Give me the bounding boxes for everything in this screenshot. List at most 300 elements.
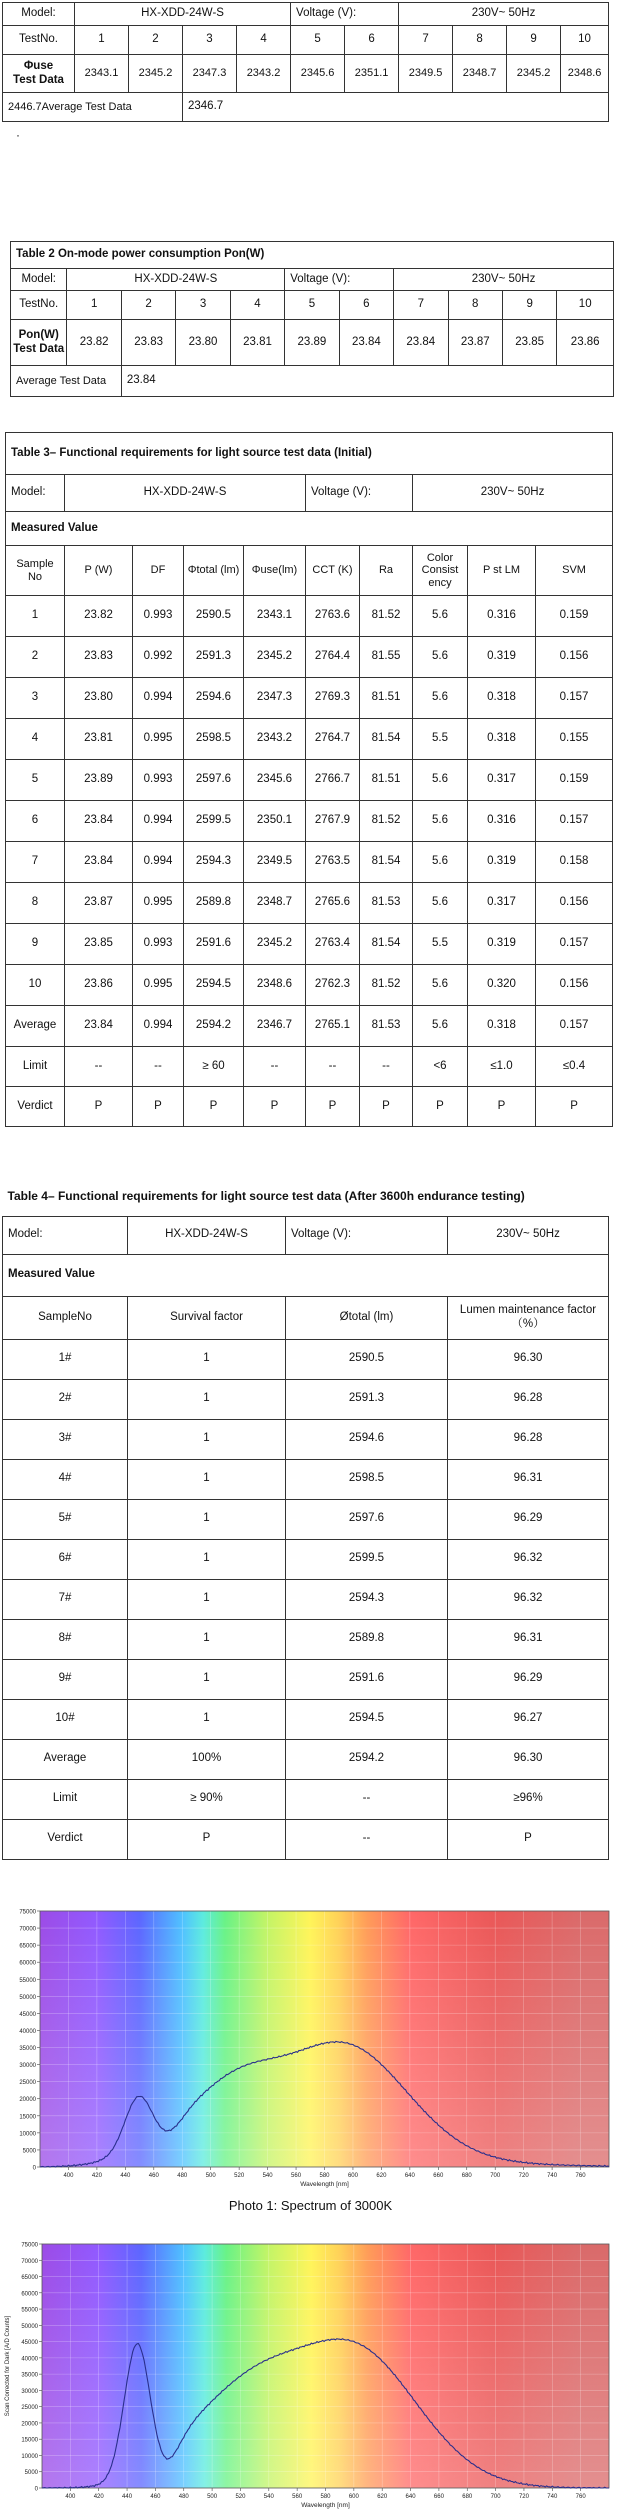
- t4-table-row: [3, 1379, 609, 1419]
- x-tick-label: 440: [122, 2494, 133, 2500]
- t4-cell: 2594.2: [286, 1739, 448, 1779]
- t3-cell: 0.995: [133, 719, 184, 760]
- table4: [2, 1178, 609, 1860]
- t2-value-cell: 23.87: [448, 320, 502, 366]
- t3-table-row: [6, 965, 613, 1006]
- t3-cell: 0.994: [133, 678, 184, 719]
- t2-value-cell: 23.84: [394, 320, 448, 366]
- t3-table-row: [6, 1047, 613, 1087]
- t4-header-cell: Survival factor: [128, 1296, 286, 1339]
- x-tick-label: 600: [348, 2494, 359, 2500]
- t1-value-cell: 2343.2: [237, 55, 291, 93]
- t1-phi-label: [3, 55, 75, 93]
- t4-cell: 1: [128, 1339, 286, 1379]
- t3-measured-label: Measured Value: [6, 512, 613, 546]
- y-tick-label: 50000: [19, 1994, 36, 2001]
- t3-cell: 5.6: [413, 760, 468, 801]
- t3-cell: 0.316: [468, 801, 536, 842]
- t1-testno-label: TestNo.: [3, 26, 75, 55]
- t3-cell: 2: [6, 637, 65, 678]
- t3-cell: 23.84: [65, 1006, 133, 1047]
- x-tick-label: 480: [178, 2494, 189, 2500]
- t3-cell: 0.993: [133, 596, 184, 637]
- t3-table-row: [6, 719, 613, 760]
- y-tick-label: 0: [32, 2165, 36, 2172]
- t4-cell: 2591.6: [286, 1659, 448, 1699]
- spectrum-chart-1: [0, 1907, 621, 2189]
- y-tick-label: 35000: [21, 2372, 38, 2379]
- t4-cell: 96.32: [448, 1579, 609, 1619]
- t4-cell: 96.29: [448, 1499, 609, 1539]
- t1-testno-cell: 2: [129, 26, 183, 55]
- x-tick-label: 680: [462, 2494, 473, 2500]
- y-tick-label: 50000: [21, 2323, 38, 2330]
- t3-cell: 0.995: [133, 883, 184, 924]
- t1-value-cell: 2343.1: [75, 55, 129, 93]
- t4-cell: Limit: [3, 1779, 128, 1819]
- t3-cell: 2591.6: [184, 924, 244, 965]
- t3-cell: 2597.6: [184, 760, 244, 801]
- x-tick-label: 740: [547, 2173, 558, 2179]
- t4-table-row: [3, 1499, 609, 1539]
- t4-cell: 1: [128, 1579, 286, 1619]
- y-tick-label: 25000: [21, 2405, 38, 2412]
- t4-cell: 8#: [3, 1619, 128, 1659]
- t3-cell: 23.80: [65, 678, 133, 719]
- y-tick-label: 5000: [24, 2470, 38, 2477]
- x-tick-label: 500: [205, 2173, 216, 2179]
- t3-table-row: [6, 842, 613, 883]
- t2-testno-label: TestNo.: [11, 291, 67, 320]
- t3-cell: 2348.6: [244, 965, 306, 1006]
- y-tick-label: 10000: [19, 2131, 36, 2138]
- t3-cell: 0.992: [133, 637, 184, 678]
- t3-voltage-value: 230V~ 50Hz: [413, 475, 613, 512]
- t3-cell: 23.85: [65, 924, 133, 965]
- t3-cell: 23.81: [65, 719, 133, 760]
- t3-cell: 2599.5: [184, 801, 244, 842]
- t1-phi-label-1: Φuse: [23, 60, 54, 73]
- x-tick-label: 420: [91, 2173, 102, 2179]
- t2-voltage-label: Voltage (V):: [285, 269, 394, 291]
- t3-cell: 2345.6: [244, 760, 306, 801]
- t3-header-cell: CCT (K): [306, 546, 360, 596]
- t1-value-cell: 2345.2: [507, 55, 561, 93]
- t3-cell: 0.318: [468, 678, 536, 719]
- x-tick-label: 740: [547, 2494, 558, 2500]
- t3-cell: 0.157: [536, 678, 613, 719]
- y-tick-label: 45000: [19, 2011, 36, 2018]
- y-tick-label: 35000: [19, 2046, 36, 2053]
- t1-avg-label: 2446.7Average Test Data: [3, 93, 183, 122]
- t4-table-row: [3, 1779, 609, 1819]
- t4-cell: 2594.5: [286, 1699, 448, 1739]
- t1-voltage-value: 230V~ 50Hz: [399, 3, 609, 26]
- table1-section: [0, 0, 621, 150]
- t4-cell: 4#: [3, 1459, 128, 1499]
- y-tick-label: 15000: [21, 2437, 38, 2444]
- x-tick-label: 700: [490, 2173, 501, 2179]
- t4-cell: 1: [128, 1419, 286, 1459]
- t3-table-row: [6, 801, 613, 842]
- spectrum-chart-2: [0, 2240, 621, 2510]
- t3-header-cell: SVM: [536, 546, 613, 596]
- t4-cell: P: [448, 1819, 609, 1859]
- t2-value-cell: 23.81: [230, 320, 284, 366]
- y-tick-label: 70000: [21, 2258, 38, 2265]
- t4-cell: 96.31: [448, 1459, 609, 1499]
- t3-cell: --: [133, 1047, 184, 1087]
- t1-avg-value: 2346.7: [183, 93, 609, 122]
- t3-cell: Limit: [6, 1047, 65, 1087]
- t1-value-cell: 2345.2: [129, 55, 183, 93]
- t3-cell: 9: [6, 924, 65, 965]
- t3-cell: 2345.2: [244, 924, 306, 965]
- t2-testno-cell: 2: [121, 291, 175, 320]
- t2-testno-cell: 9: [502, 291, 556, 320]
- t3-cell: 3: [6, 678, 65, 719]
- x-tick-label: 400: [65, 2494, 76, 2500]
- t2-value-cell: 23.80: [176, 320, 230, 366]
- t4-model-label: Model:: [3, 1216, 128, 1254]
- t4-cell: 2590.5: [286, 1339, 448, 1379]
- y-tick-label: 0: [34, 2486, 38, 2493]
- t2-caption: Table 2 On-mode power consumption Pon(W): [11, 242, 614, 269]
- t1-testno-cell: 10: [561, 26, 609, 55]
- t3-cell: 2765.1: [306, 1006, 360, 1047]
- t4-voltage-value: 230V~ 50Hz: [448, 1216, 609, 1254]
- t2-value-cell: 23.85: [502, 320, 556, 366]
- x-tick-label: 620: [376, 2173, 387, 2179]
- t4-cell: 9#: [3, 1659, 128, 1699]
- t4-cell: --: [286, 1819, 448, 1859]
- spectrum-chart-2-svg: [0, 2240, 621, 2510]
- t4-header-cell: Lumen maintenance factor （%）: [448, 1296, 609, 1339]
- t2-avg-value: 23.84: [121, 366, 613, 397]
- t3-cell: 81.51: [360, 760, 413, 801]
- t4-cell: 2598.5: [286, 1459, 448, 1499]
- t4-cell: 1: [128, 1659, 286, 1699]
- x-tick-label: 760: [575, 2173, 586, 2179]
- t1-voltage-label: Voltage (V):: [291, 3, 399, 26]
- y-tick-label: 25000: [19, 2080, 36, 2087]
- t3-header-cell: Ra: [360, 546, 413, 596]
- t3-table-row: [6, 596, 613, 637]
- t3-voltage-label: Voltage (V):: [306, 475, 413, 512]
- t1-model-label: Model:: [3, 3, 75, 26]
- t3-cell: 81.54: [360, 842, 413, 883]
- t3-header-cell: P (W): [65, 546, 133, 596]
- t3-cell: 81.54: [360, 719, 413, 760]
- t2-testno-cell: 7: [394, 291, 448, 320]
- t4-cell: 1: [128, 1459, 286, 1499]
- table2: [10, 241, 614, 397]
- t3-cell: 81.51: [360, 678, 413, 719]
- t3-table-row: [6, 1006, 613, 1047]
- t3-cell: 0.993: [133, 760, 184, 801]
- x-tick-label: 560: [291, 2173, 302, 2179]
- x-tick-label: 640: [404, 2173, 415, 2179]
- x-tick-label: 540: [263, 2494, 274, 2500]
- y-tick-label: 65000: [19, 1943, 36, 1950]
- t1-testno-cell: 9: [507, 26, 561, 55]
- x-tick-label: 420: [93, 2494, 104, 2500]
- t3-cell: 8: [6, 883, 65, 924]
- t4-cell: 96.32: [448, 1539, 609, 1579]
- t3-cell: 0.156: [536, 965, 613, 1006]
- table1: [2, 2, 609, 122]
- t4-cell: 96.30: [448, 1339, 609, 1379]
- photo1-caption: Photo 1: Spectrum of 3000K: [228, 2198, 393, 2213]
- t1-value-cell: 2348.7: [453, 55, 507, 93]
- x-tick-label: 500: [207, 2494, 218, 2500]
- t3-cell: 0.320: [468, 965, 536, 1006]
- t3-cell: 2765.6: [306, 883, 360, 924]
- t3-cell: P: [133, 1087, 184, 1127]
- y-tick-label: 75000: [21, 2242, 38, 2249]
- t4-table-row: [3, 1659, 609, 1699]
- t4-cell: 96.27: [448, 1699, 609, 1739]
- t4-table-row: [3, 1699, 609, 1739]
- t3-cell: 4: [6, 719, 65, 760]
- table3-section: [0, 432, 621, 1177]
- t4-cell: --: [286, 1779, 448, 1819]
- x-tick-label: 720: [518, 2173, 529, 2179]
- x-tick-label: 520: [235, 2494, 246, 2500]
- table2-section: [0, 241, 621, 421]
- x-axis-label: Wavelength [nm]: [300, 2181, 349, 2188]
- t3-cell: 2763.5: [306, 842, 360, 883]
- t3-cell: 0.318: [468, 719, 536, 760]
- t3-cell: 0.156: [536, 883, 613, 924]
- y-tick-label: 55000: [21, 2307, 38, 2314]
- t1-testno-cell: 3: [183, 26, 237, 55]
- t4-cell: 1#: [3, 1339, 128, 1379]
- t3-cell: 5.6: [413, 678, 468, 719]
- t3-cell: 23.84: [65, 842, 133, 883]
- x-tick-label: 660: [433, 2494, 444, 2500]
- t4-cell: 1: [128, 1379, 286, 1419]
- t3-cell: 2764.7: [306, 719, 360, 760]
- t4-cell: Verdict: [3, 1819, 128, 1859]
- t4-cell: 2591.3: [286, 1379, 448, 1419]
- y-tick-label: 30000: [21, 2388, 38, 2395]
- t3-table-row: [6, 1087, 613, 1127]
- t2-pon-label: Pon(W) Test Data: [11, 320, 67, 366]
- t3-cell: 81.54: [360, 924, 413, 965]
- x-axis-label: Wavelength [nm]: [301, 2502, 350, 2509]
- t3-cell: <6: [413, 1047, 468, 1087]
- x-tick-label: 660: [433, 2173, 444, 2179]
- t4-cell: 100%: [128, 1739, 286, 1779]
- y-tick-label: 55000: [19, 1977, 36, 1984]
- t3-cell: 81.53: [360, 883, 413, 924]
- t4-table-row: [3, 1619, 609, 1659]
- t4-cell: 2#: [3, 1379, 128, 1419]
- x-tick-label: 520: [234, 2173, 245, 2179]
- t3-cell: --: [360, 1047, 413, 1087]
- t3-cell: 2590.5: [184, 596, 244, 637]
- t4-model-value: HX-XDD-24W-S: [128, 1216, 286, 1254]
- t3-cell: 81.53: [360, 1006, 413, 1047]
- y-tick-label: 20000: [19, 2097, 36, 2104]
- t3-header-cell: Φuse(lm): [244, 546, 306, 596]
- t3-cell: --: [65, 1047, 133, 1087]
- x-tick-label: 680: [461, 2173, 472, 2179]
- t3-cell: 23.87: [65, 883, 133, 924]
- t3-cell: 5.6: [413, 1006, 468, 1047]
- t3-cell: 0.994: [133, 801, 184, 842]
- t2-value-cell: 23.86: [557, 320, 614, 366]
- t3-cell: --: [306, 1047, 360, 1087]
- t4-cell: 2589.8: [286, 1619, 448, 1659]
- t1-stray-mark: ·: [16, 128, 20, 142]
- t3-cell: 0.159: [536, 760, 613, 801]
- t4-cell: ≥96%: [448, 1779, 609, 1819]
- t1-testno-cell: 7: [399, 26, 453, 55]
- t3-cell: 0.319: [468, 924, 536, 965]
- t3-cell: P: [184, 1087, 244, 1127]
- x-tick-label: 480: [177, 2173, 188, 2179]
- t3-cell: 2348.7: [244, 883, 306, 924]
- t3-cell: P: [468, 1087, 536, 1127]
- t2-testno-cell: 3: [176, 291, 230, 320]
- t3-cell: 5.6: [413, 883, 468, 924]
- t3-cell: 2762.3: [306, 965, 360, 1006]
- t4-cell: 10#: [3, 1699, 128, 1739]
- t3-cell: 81.55: [360, 637, 413, 678]
- x-tick-label: 400: [63, 2173, 74, 2179]
- t2-value-cell: 23.89: [285, 320, 339, 366]
- t3-cell: P: [360, 1087, 413, 1127]
- t2-testno-cell: 4: [230, 291, 284, 320]
- t3-cell: 23.83: [65, 637, 133, 678]
- t3-cell: 5: [6, 760, 65, 801]
- t3-cell: 0.316: [468, 596, 536, 637]
- x-tick-label: 540: [262, 2173, 273, 2179]
- x-tick-label: 600: [347, 2173, 358, 2179]
- t3-cell: 0.159: [536, 596, 613, 637]
- t4-voltage-label: Voltage (V):: [286, 1216, 448, 1254]
- t2-testno-cell: 1: [67, 291, 121, 320]
- t3-cell: ≥ 60: [184, 1047, 244, 1087]
- t3-cell: 5.6: [413, 637, 468, 678]
- t4-cell: 1: [128, 1619, 286, 1659]
- t3-cell: 2343.1: [244, 596, 306, 637]
- x-tick-label: 700: [490, 2494, 501, 2500]
- y-tick-label: 20000: [21, 2421, 38, 2428]
- t4-caption: Table 4– Functional requirements for light source test data (After 3600h endurance testing): [7, 1188, 525, 1203]
- t3-cell: 5.6: [413, 965, 468, 1006]
- t3-cell: 0.318: [468, 1006, 536, 1047]
- t4-cell: 96.28: [448, 1419, 609, 1459]
- t2-avg-label: Average Test Data: [11, 366, 122, 397]
- t3-header-cell: Φtotal (lm): [184, 546, 244, 596]
- t2-testno-cell: 10: [557, 291, 614, 320]
- t3-cell: 2769.3: [306, 678, 360, 719]
- t4-cell: 96.31: [448, 1619, 609, 1659]
- t3-cell: 0.158: [536, 842, 613, 883]
- t3-cell: 2350.1: [244, 801, 306, 842]
- t3-cell: 0.157: [536, 801, 613, 842]
- t4-cell: 2594.3: [286, 1579, 448, 1619]
- t3-cell: P: [244, 1087, 306, 1127]
- t3-cell: 2343.2: [244, 719, 306, 760]
- t3-cell: 2345.2: [244, 637, 306, 678]
- y-tick-label: 65000: [21, 2275, 38, 2282]
- t3-cell: 2764.4: [306, 637, 360, 678]
- t3-cell: P: [65, 1087, 133, 1127]
- y-tick-label: 70000: [19, 1926, 36, 1933]
- t2-testno-cell: 5: [285, 291, 339, 320]
- y-tick-label: 45000: [21, 2340, 38, 2347]
- t3-cell: 23.89: [65, 760, 133, 801]
- t3-cell: 0.994: [133, 842, 184, 883]
- t3-cell: 0.157: [536, 924, 613, 965]
- t4-cell: 2597.6: [286, 1499, 448, 1539]
- t1-testno-cell: 4: [237, 26, 291, 55]
- t4-cell: 5#: [3, 1499, 128, 1539]
- x-tick-label: 580: [319, 2173, 330, 2179]
- t3-cell: 2591.3: [184, 637, 244, 678]
- t1-phi-label-2: Test Data: [13, 73, 64, 86]
- t3-cell: 5.6: [413, 842, 468, 883]
- t3-cell: 2594.3: [184, 842, 244, 883]
- table4-section: [0, 1178, 621, 1863]
- t4-cell: 96.28: [448, 1379, 609, 1419]
- t4-table-row: [3, 1419, 609, 1459]
- spectrum-chart-1-svg: [0, 1907, 621, 2189]
- t3-cell: 23.86: [65, 965, 133, 1006]
- t3-cell: 0.319: [468, 637, 536, 678]
- t3-cell: 0.993: [133, 924, 184, 965]
- t3-cell: 0.317: [468, 883, 536, 924]
- x-tick-label: 620: [377, 2494, 388, 2500]
- x-tick-label: 760: [575, 2494, 586, 2500]
- t3-cell: 0.995: [133, 965, 184, 1006]
- t1-value-cell: 2349.5: [399, 55, 453, 93]
- t2-model-label: Model:: [11, 269, 67, 291]
- t3-cell: 10: [6, 965, 65, 1006]
- y-tick-label: 40000: [19, 2028, 36, 2035]
- t4-cell: 1: [128, 1499, 286, 1539]
- y-tick-label: 40000: [21, 2356, 38, 2363]
- t3-table-row: [6, 760, 613, 801]
- table3: [5, 432, 613, 1127]
- t1-value-cell: 2348.6: [561, 55, 609, 93]
- y-tick-label: 75000: [19, 1909, 36, 1916]
- t3-cell: 2767.9: [306, 801, 360, 842]
- t3-cell: 0.319: [468, 842, 536, 883]
- t4-cell: 2599.5: [286, 1539, 448, 1579]
- t3-model-label: Model:: [6, 475, 65, 512]
- t3-cell: 5.6: [413, 801, 468, 842]
- t3-cell: P: [413, 1087, 468, 1127]
- t4-header-cell: Øtotal (lm): [286, 1296, 448, 1339]
- t3-cell: 2763.4: [306, 924, 360, 965]
- t3-cell: 6: [6, 801, 65, 842]
- t4-measured-label: Measured Value: [3, 1254, 609, 1296]
- t4-table-row: [3, 1459, 609, 1499]
- t4-cell: ≥ 90%: [128, 1779, 286, 1819]
- t3-model-value: HX-XDD-24W-S: [65, 475, 306, 512]
- t3-cell: 2349.5: [244, 842, 306, 883]
- t4-cell: 3#: [3, 1419, 128, 1459]
- t3-cell: 23.84: [65, 801, 133, 842]
- t3-cell: 81.52: [360, 596, 413, 637]
- t4-table-row: [3, 1739, 609, 1779]
- t3-cell: 81.52: [360, 965, 413, 1006]
